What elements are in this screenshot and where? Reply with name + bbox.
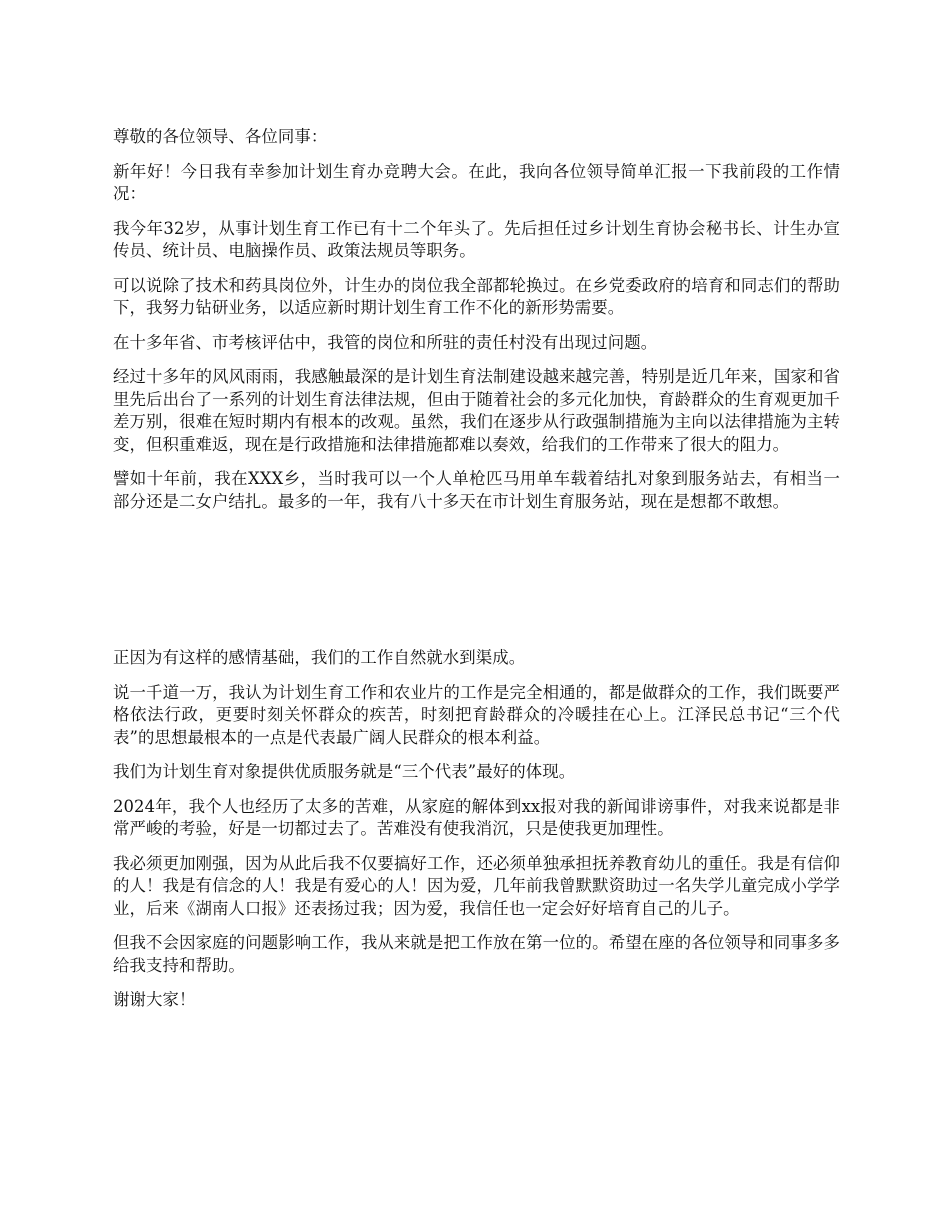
paragraph: 说一千道一万，我认为计划生育工作和农业片的工作是完全相通的，都是做群众的工作，我们既要严格依法行政，更要时刻关怀群众的疾苦，时刻把育龄群众的冷暖挂在心上。江泽民总书记“三个代表”的思想最根本的一点是代表最广阔人民群众的根本利益。 [113,682,840,747]
speech-section-bottom [113,647,840,1024]
paragraph: 在十多年省、市考核评估中，我管的岗位和所驻的责任村没有出现过问题。 [113,332,658,352]
paragraph: 经过十多年的风风雨雨，我感触最深的是计划生育法制建设越来越完善，特别是近几年来，国家和省里先后出台了一系列的计划生育法律法规，但由于随着社会的多元化加快，育龄群众的生育观更加千差万别，很难在短时期内有根本的改观。虽然，我们在逐步从行政强制措施为主向以法律措施为主转变，但积重难返，现在是行政措施和法律措施都难以奏效，给我们的工作带来了很大的阻力。 [113,367,840,454]
paragraph: 譬如十年前，我在XXX乡，当时我可以一个人单枪匹马用单车载着结扎对象到服务站去，有相当一部分还是二女户结扎。最多的一年，我有八十多天在市计划生育服务站，现在是想都不敢想。 [113,469,840,511]
salutation: 尊敬的各位领导、各位同事： [113,127,328,146]
paragraph: 2024年，我个人也经历了太多的苦难，从家庭的解体到xx报对我的新闻诽谤事件，对我来说都是非常严峻的考验，好是一切都过去了。苦难没有使我消沉，只是使我更加理性。 [113,796,840,838]
paragraph: 可以说除了技术和药具岗位外，计生办的岗位我全部都轮换过。在乡党委政府的培育和同志们的帮助下，我努力钻研业务，以适应新时期计划生育工作不化的新形势需要。 [113,275,840,317]
paragraph: 新年好！今日我有幸参加计划生育办竞聘大会。在此，我向各位领导简单汇报一下我前段的工作情况： [113,161,840,203]
closing: 谢谢大家！ [113,990,196,1009]
paragraph: 我今年32岁，从事计划生育工作已有十二个年头了。先后担任过乡计划生育协会秘书长、计生办宣传员、统计员、电脑操作员、政策法规员等职务。 [113,218,840,260]
paragraph: 我们为计划生育对象提供优质服务就是“三个代表”最好的体现。 [113,762,576,781]
paragraph: 我必须更加刚强，因为从此后我不仅要搞好工作，还必须单独承担抚养教育幼儿的重任。我是有信仰的人！我是有信念的人！我是有爱心的人！因为爱，几年前我曾默默资助过一名失学儿童完成小学学业，后来《湖南人口报》还表扬过我；因为爱，我信任也一定会好好培育自己的儿子。 [113,853,840,918]
speech-section-top [113,126,840,525]
paragraph: 正因为有这样的感情基础，我们的工作自然就水到渠成。 [113,648,526,667]
paragraph: 但我不会因家庭的问题影响工作，我从来就是把工作放在第一位的。希望在座的各位领导和同事多多给我支持和帮助。 [113,933,840,975]
